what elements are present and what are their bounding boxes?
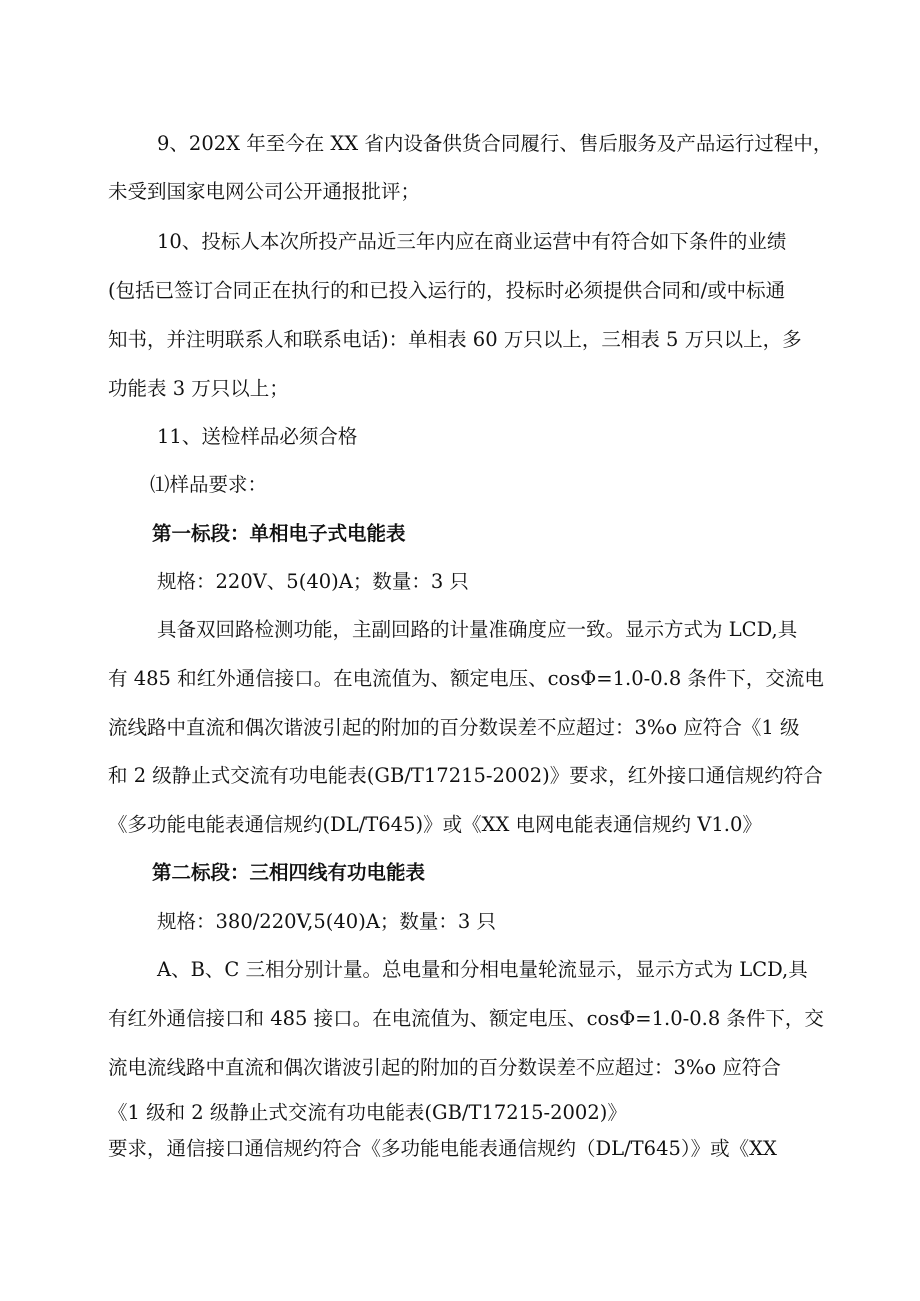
- section-1-heading: 第一标段：单相电子式电能表: [152, 522, 406, 545]
- section-2-desc-line-3: 流电流线路中直流和偶次谐波引起的附加的百分数误差不应超过：3%o 应符合: [108, 1056, 781, 1079]
- section-1-desc-line-3: 流线路中直流和偶次谐波引起的附加的百分数误差不应超过：3%o 应符合《1 级: [108, 716, 800, 739]
- section-2-desc-line-2: 有红外通信接口和 485 接口。在电流值为、额定电压、cosΦ=1.0-0.8 条件下，交: [108, 1007, 824, 1030]
- paragraph-10-line-1: 10、投标人本次所投产品近三年内应在商业运营中有符合如下条件的业绩: [157, 230, 787, 253]
- section-2-desc-line-1: A、B、C 三相分别计量。总电量和分相电量轮流显示，显示方式为 LCD,具: [157, 958, 808, 981]
- section-1-desc-line-5: 《多功能电能表通信规约(DL/T645)》或《XX 电网电能表通信规约 V1.0》: [108, 813, 762, 836]
- section-1-desc-line-1: 具备双回路检测功能，主副回路的计量准确度应一致。显示方式为 LCD,具: [157, 618, 798, 641]
- section-2-desc-line-5: 要求，通信接口通信规约符合《多功能电能表通信规约（DL/T645）》或《XX: [108, 1137, 777, 1160]
- section-1-desc-line-4: 和 2 级静止式交流有功电能表(GB/T17215-2002)》要求，红外接口通信规约符合: [108, 764, 823, 787]
- paragraph-9-line-1: 9、202X 年至今在 XX 省内设备供货合同履行、售后服务及产品运行过程中，: [157, 132, 833, 155]
- section-2-heading: 第二标段：三相四线有功电能表: [152, 861, 426, 884]
- paragraph-9-line-2: 未受到国家电网公司公开通报批评；: [108, 180, 421, 203]
- paragraph-10-line-3: 知书，并注明联系人和联系电话)：单相表 60 万只以上，三相表 5 万只以上，多: [108, 328, 802, 351]
- section-2-desc-line-4: 《1 级和 2 级静止式交流有功电能表(GB/T17215-2002)》: [108, 1101, 627, 1124]
- section-1-spec: 规格：220V、5(40)A；数量：3 只: [157, 570, 469, 593]
- paragraph-10-line-2: (包括已签订合同正在执行的和已投入运行的，投标时必须提供合同和/或中标通: [108, 279, 786, 302]
- section-1-desc-line-2: 有 485 和红外通信接口。在电流值为、额定电压、cosΦ=1.0-0.8 条件下，交流电: [108, 667, 824, 690]
- section-2-spec: 规格：380/220V,5(40)A；数量：3 只: [157, 910, 497, 933]
- paragraph-11: 11、送检样品必须合格: [157, 425, 358, 448]
- paragraph-10-line-4: 功能表 3 万只以上；: [108, 377, 289, 400]
- sample-requirements-heading: ⑴样品要求：: [150, 473, 268, 496]
